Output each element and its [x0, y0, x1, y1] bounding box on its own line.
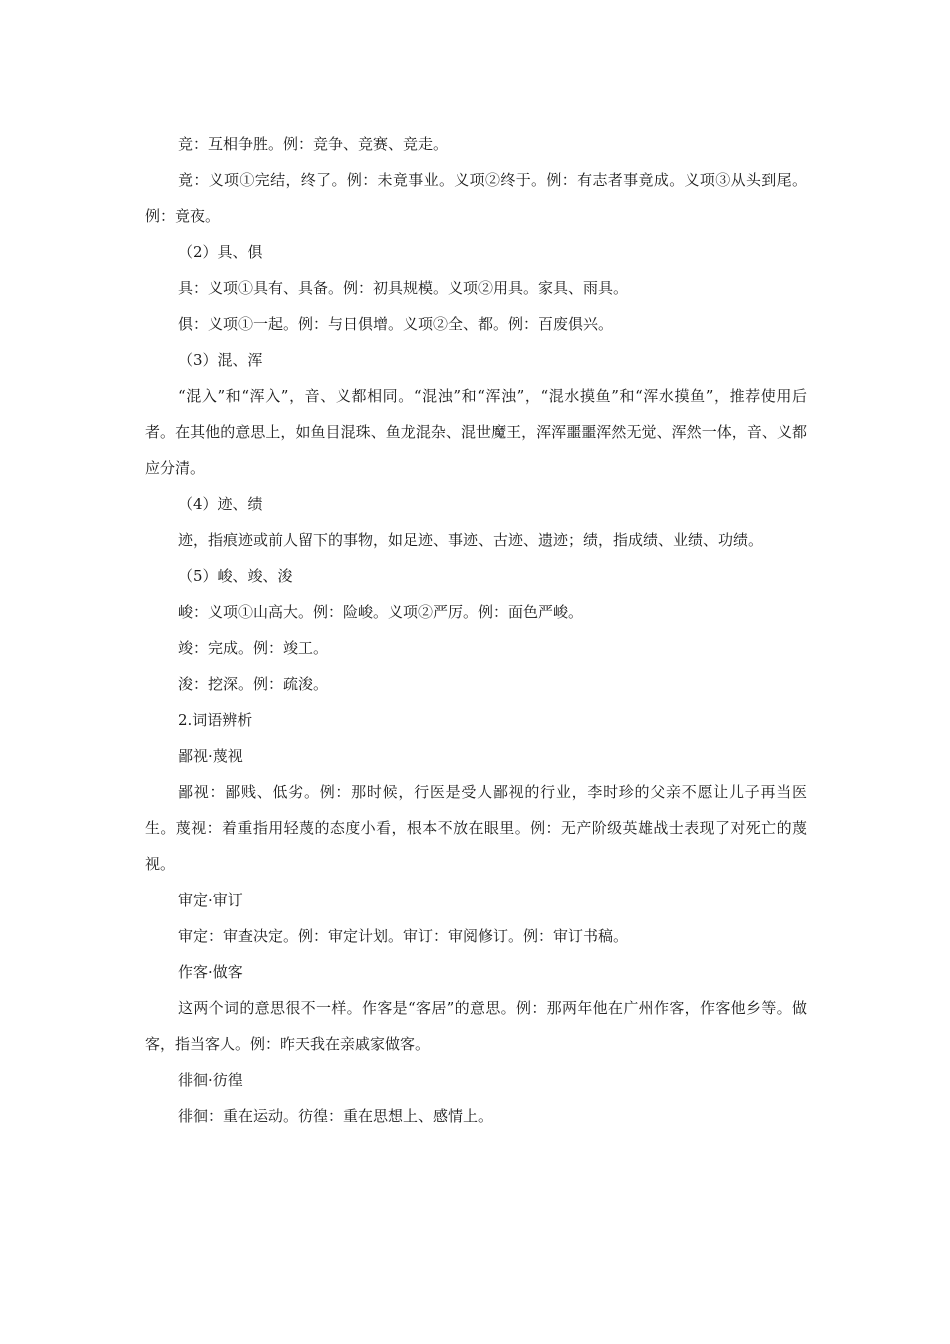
heading-jun-jun-jun: （5）峻、竣、浚 [178, 567, 293, 585]
heading-paihuai-panghuang: 徘徊·彷徨 [178, 1071, 243, 1089]
paragraph-paihuai-panghuang: 徘徊：重在运动。彷徨：重在思想上、感情上。 [178, 1107, 494, 1125]
heading-bishi-mieshi: 鄙视·蔑视 [178, 747, 243, 765]
paragraph-ju-possess: 具：义项①具有、具备。例：初具规模。义项②用具。家具、雨具。 [178, 279, 629, 297]
paragraph-jun-steep: 峻：义项①山高大。例：险峻。义项②严厉。例：面色严峻。 [178, 603, 584, 621]
document-body [145, 126, 807, 1134]
paragraph-jun-dredge: 浚：挖深。例：疏浚。 [178, 675, 329, 693]
paragraph-hun-hun: “混入”和“浑入”，音、义都相同。“混浊”和“浑浊”，“混水摸鱼”和“浑水摸鱼”，推荐使用后者。在其他的意思上，如鱼目混珠、鱼龙混杂、混世魔王，浑浑噩噩浑然无觉、浑然一体，音、义都应分清。 [145, 387, 807, 477]
paragraph-ju-together: 俱：义项①一起。例：与日俱增。义项②全、都。例：百废俱兴。 [178, 315, 614, 333]
paragraph-jun-complete: 竣：完成。例：竣工。 [178, 639, 329, 657]
heading-ju-ju: （2）具、俱 [178, 243, 263, 261]
paragraph-bishi-mieshi: 鄙视：鄙贱、低劣。例：那时候，行医是受人鄙视的行业，李时珍的父亲不愿让儿子再当医生。蔑视：着重指用轻蔑的态度小看，根本不放在眼里。例：无产阶级英雄战士表现了对死亡的蔑视。 [145, 783, 807, 873]
paragraph-jing-compete: 竞：互相争胜。例：竞争、竞赛、竞走。 [178, 135, 449, 153]
paragraph-shending-shending: 审定：审查决定。例：审定计划。审订：审阅修订。例：审订书稿。 [178, 927, 629, 945]
heading-ji-ji: （4）迹、绩 [178, 495, 263, 513]
heading-zuoke-zuoke: 作客·做客 [178, 963, 243, 981]
heading-hun-hun: （3）混、浑 [178, 351, 263, 369]
paragraph-ji-ji: 迹，指痕迹或前人留下的事物，如足迹、事迹、古迹、遗迹；绩，指成绩、业绩、功绩。 [178, 531, 764, 549]
section-heading-word-analysis: 2.词语辨析 [178, 711, 253, 729]
paragraph-zuoke-zuoke: 这两个词的意思很不一样。作客是“客居”的意思。例：那两年他在广州作客，作客他乡等。做客，指当客人。例：昨天我在亲戚家做客。 [145, 999, 807, 1053]
heading-shending-shending: 审定·审订 [178, 891, 243, 909]
paragraph-jing-finish: 竟：义项①完结，终了。例：未竟事业。义项②终于。例：有志者事竟成。义项③从头到尾。例：竟夜。 [145, 171, 807, 225]
